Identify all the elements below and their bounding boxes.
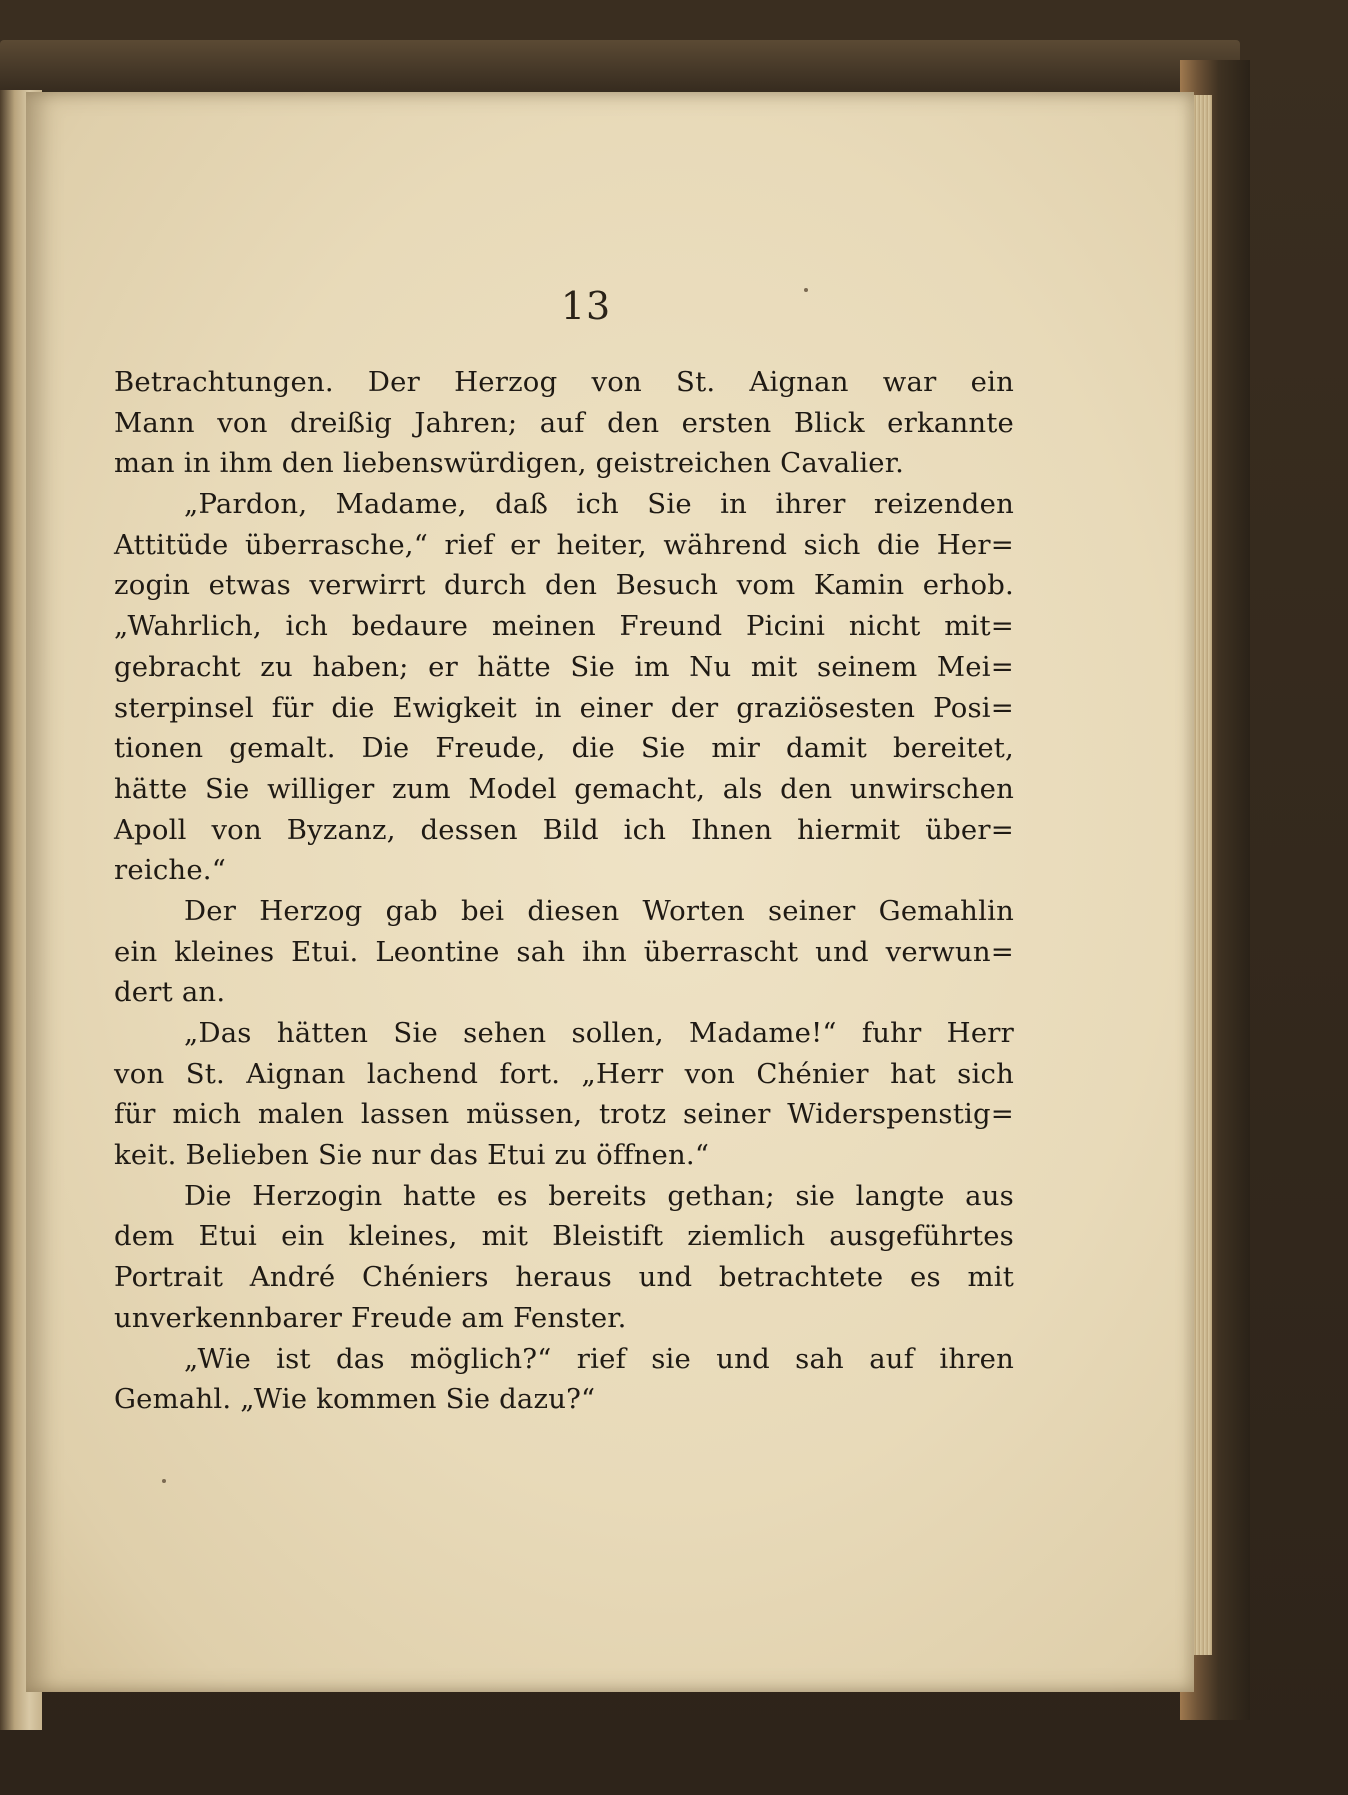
text-line: für mich malen lassen müssen, trotz seiner Widerspenstig= bbox=[114, 1098, 1014, 1131]
text-line: keit. Belieben Sie nur das Etui zu öffnen.“ bbox=[114, 1139, 710, 1172]
text-line: „Wahrlich, ich bedaure meinen Freund Picini nicht mit= bbox=[114, 610, 1014, 643]
page-number: 13 bbox=[560, 284, 612, 328]
text-line: unverkennbarer Freude am Fenster. bbox=[114, 1301, 627, 1334]
body-text bbox=[114, 362, 1014, 1420]
text-line: ein kleines Etui. Leontine sah ihn überrascht und verwun= bbox=[114, 935, 1014, 968]
text-line: Betrachtungen. Der Herzog von St. Aignan war ein bbox=[114, 366, 1014, 398]
text-line: zogin etwas verwirrt durch den Besuch vom Kamin erhob. bbox=[114, 569, 1014, 602]
text-line: „Das hätten Sie sehen sollen, Madame!“ fuhr Herr bbox=[184, 1017, 1014, 1049]
text-line: sterpinsel für die Ewigkeit in einer der graziösesten Posi= bbox=[114, 691, 1014, 724]
text-line: „Pardon, Madame, daß ich Sie in ihrer reizenden bbox=[184, 488, 1014, 521]
text-line: reiche.“ bbox=[114, 854, 227, 887]
text-line: Apoll von Byzanz, dessen Bild ich Ihnen hiermit über= bbox=[114, 813, 1014, 846]
text-line: Attitüde überrasche,“ rief er heiter, während sich die Her= bbox=[114, 528, 1014, 561]
text-line: man in ihm den liebenswürdigen, geistreichen Cavalier. bbox=[114, 447, 905, 480]
text-line: Portrait André Chéniers heraus und betrachtete es mit bbox=[114, 1261, 1014, 1294]
text-line: „Wie ist das möglich?“ rief sie und sah auf ihren bbox=[184, 1342, 1014, 1375]
book-page bbox=[26, 92, 1194, 1692]
text-line: Gemahl. „Wie kommen Sie dazu?“ bbox=[114, 1383, 596, 1416]
text-line: gebracht zu haben; er hätte Sie im Nu mit seinem Mei= bbox=[114, 650, 1014, 683]
paper-speck bbox=[804, 288, 808, 292]
text-line: Die Herzogin hatte es bereits gethan; sie langte aus bbox=[184, 1179, 1014, 1212]
text-line: dert an. bbox=[114, 976, 226, 1009]
text-line: dem Etui ein kleines, mit Bleistift ziemlich ausgeführtes bbox=[114, 1220, 1014, 1253]
text-line: tionen gemalt. Die Freude, die Sie mir damit bereitet, bbox=[114, 732, 1014, 765]
paper-speck bbox=[162, 1479, 166, 1483]
text-line: hätte Sie williger zum Model gemacht, als den unwirschen bbox=[114, 772, 1014, 805]
text-line: Der Herzog gab bei diesen Worten seiner Gemahlin bbox=[184, 894, 1014, 927]
text-line: von St. Aignan lachend fort. „Herr von Chénier hat sich bbox=[114, 1057, 1014, 1090]
text-line: Mann von dreißig Jahren; auf den ersten Blick erkannte bbox=[114, 406, 1014, 439]
